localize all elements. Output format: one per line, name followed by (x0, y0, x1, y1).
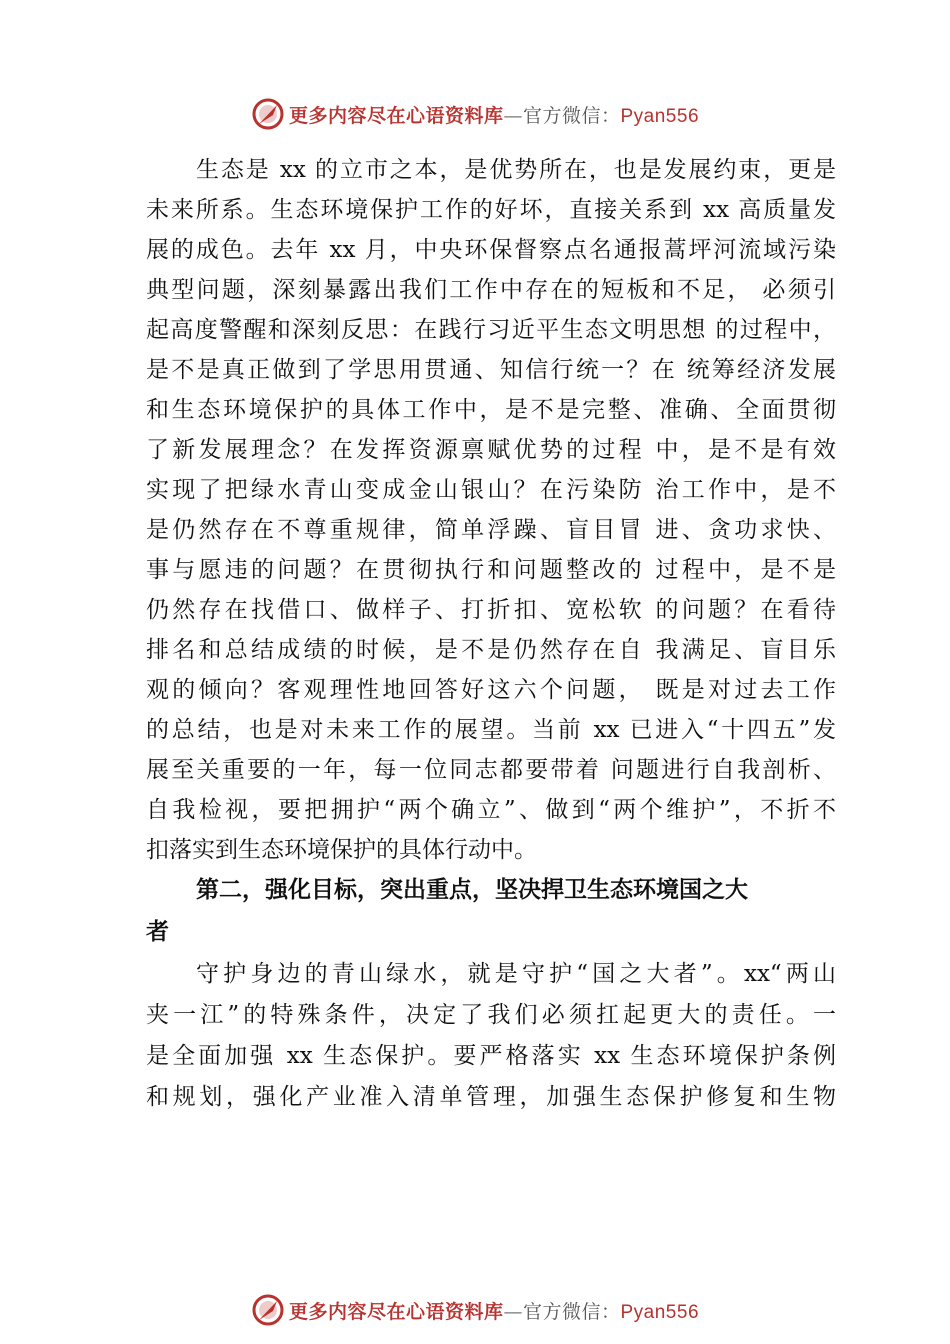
text-line: 展至关重要的一年，每一位同志都要带着 问题进行自我剖析、 (146, 757, 836, 783)
text-line: 排名和总结成绩的时候，是不是仍然存在自 我满足、盲目乐 (146, 637, 836, 663)
banner-separator: — (503, 1300, 523, 1323)
banner-label: 官方微信： (522, 104, 621, 127)
text-line: 实现了把绿水青山变成金山银山？在污染防 治工作中，是不 (146, 477, 836, 503)
footer-banner (0, 1290, 950, 1330)
text-line: 生态是 xx 的立市之本，是优势所在，也是发展约束，更是 (196, 157, 836, 183)
banner-separator: — (503, 104, 523, 127)
text-line: 仍然存在找借口、做样子、打折扣、宽松软 的问题？在看待 (146, 597, 836, 623)
banner-text (289, 1297, 699, 1324)
banner-main-text: 更多内容尽在心语资料库 (288, 104, 504, 127)
heading-line: 者 (146, 919, 169, 945)
text-line: 是不是真正做到了学思用贯通、知信行统一？在 统筹经济发展 (146, 357, 836, 383)
text-line: 夹一江”的特殊条件，决定了我们必须扛起更大的责任。一 (146, 1002, 836, 1028)
text-line: 的总结，也是对未来工作的展望。当前 xx 已进入“十四五”发 (146, 717, 836, 743)
text-line: 起高度警醒和深刻反思：在践行习近平生态文明思想 的过程中， (146, 317, 836, 343)
text-line: 和规划，强化产业准入清单管理，加强生态保护修复和生物 (146, 1084, 836, 1110)
feather-logo-icon (251, 97, 285, 131)
banner-label: 官方微信： (522, 1300, 621, 1323)
text-line: 未来所系。生态环境保护工作的好坏，直接关系到 xx 高质量发 (146, 197, 836, 223)
header-banner (0, 94, 950, 134)
banner-text (289, 101, 699, 128)
banner-id: Pyan556 (620, 1301, 700, 1323)
text-line: 是仍然存在不尊重规律，简单浮躁、盲目冒 进、贪功求快、 (146, 517, 836, 543)
text-line: 事与愿违的问题？在贯彻执行和问题整改的 过程中，是不是 (146, 557, 836, 583)
banner-id: Pyan556 (620, 105, 700, 127)
text-line: 自我检视，要把拥护“两个确立”、做到“两个维护”，不折不 (146, 797, 836, 823)
text-line: 扣落实到生态环境保护的具体行动中。 (146, 837, 537, 863)
banner-main-text: 更多内容尽在心语资料库 (288, 1300, 504, 1323)
text-line: 展的成色。去年 xx 月，中央环保督察点名通报蒿坪河流域污染 (146, 237, 836, 263)
feather-logo-icon (251, 1293, 285, 1327)
text-line: 了新发展理念？在发挥资源禀赋优势的过程 中，是不是有效 (146, 437, 836, 463)
heading-line: 第二，强化目标，突出重点，坚决捍卫生态环境国之大 (196, 877, 748, 903)
text-line: 典型问题，深刻暴露出我们工作中存在的短板和不足， 必须引 (146, 277, 836, 303)
text-line: 是全面加强 xx 生态保护。要严格落实 xx 生态环境保护条例 (146, 1043, 836, 1069)
text-line: 和生态环境保护的具体工作中，是不是完整、准确、全面贯彻 (146, 397, 836, 423)
text-line: 观的倾向？客观理性地回答好这六个问题， 既是对过去工作 (146, 677, 836, 703)
text-line: 守护身边的青山绿水，就是守护“国之大者”。xx“两山 (196, 961, 836, 987)
